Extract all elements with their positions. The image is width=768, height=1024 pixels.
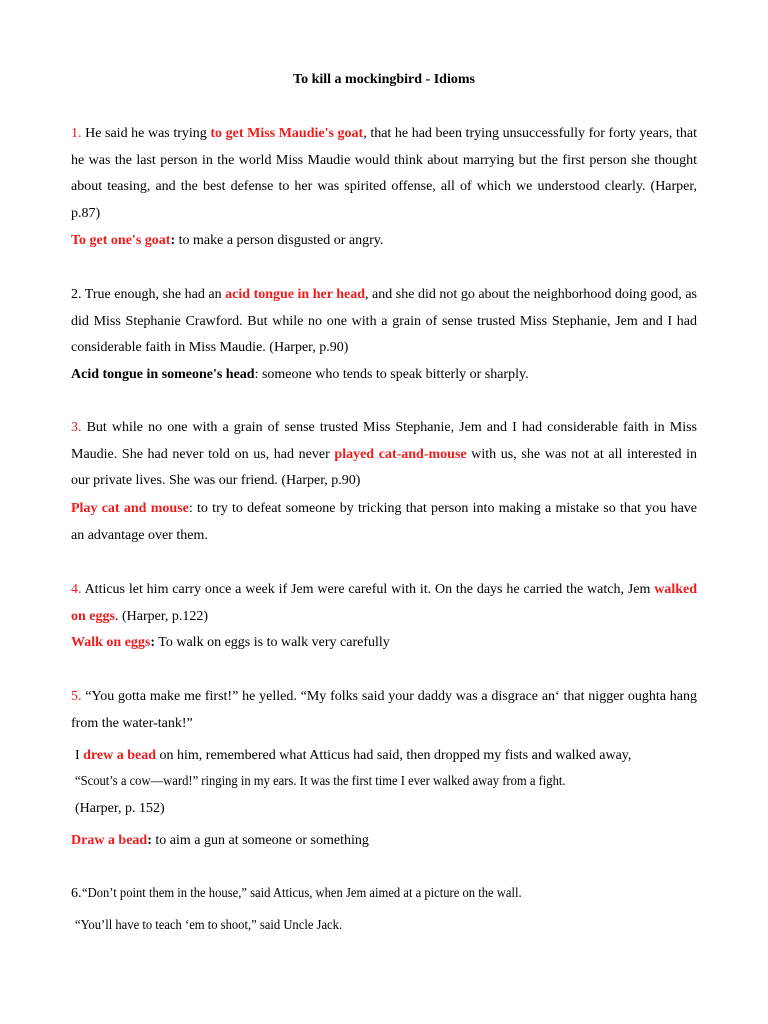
- idiom-1-text-pre: He said he was trying: [81, 126, 211, 141]
- idiom-5-quote: [71, 684, 697, 737]
- idiom-6-number: 6.: [71, 886, 82, 901]
- idiom-5-line-2: [75, 743, 701, 770]
- idiom-3-def: : to try to defeat someone by tricking that person into making a mistake so that you have an advantage over them.: [71, 501, 698, 543]
- idiom-5-definition: [71, 828, 697, 855]
- idiom-5-highlight: drew a bead: [83, 748, 157, 763]
- idiom-5-line-2-pre: I: [75, 748, 84, 763]
- idiom-5-line-2-post: on him, remembered what Atticus had said, then dropped my fists and walked away,: [156, 748, 632, 763]
- idiom-5-number: 5.: [71, 689, 82, 704]
- idiom-3-number: 3.: [71, 420, 82, 435]
- idiom-4-definition: [71, 630, 697, 657]
- idiom-2-number: 2.: [71, 287, 82, 302]
- idiom-4-number: 4.: [71, 582, 82, 597]
- idiom-3-text-post: with us, she was not at all interested in our private lives. She was our friend. (Harper, p.90): [71, 446, 697, 488]
- idiom-1-definition: [71, 228, 697, 255]
- idiom-4-def: To walk on eggs is to walk very carefully: [155, 635, 390, 650]
- idiom-5-colon: :: [147, 833, 152, 848]
- idiom-4-term: Walk on eggs: [71, 635, 151, 650]
- page-title: To kill a mockingbird - Idioms: [293, 72, 475, 87]
- idiom-6-line-1: [71, 881, 697, 908]
- idiom-2-text-pre: True enough, she had an: [81, 287, 226, 302]
- idiom-4-text-pre: Atticus let him carry once a week if Jem were careful with it. On the days he carried the watch, Jem: [81, 582, 655, 597]
- idiom-6-text-1: “Don’t point them in the house,” said Atticus, when Jem aimed at a picture on the wall.: [81, 886, 522, 901]
- idiom-6-line-2: [75, 913, 701, 940]
- idiom-3-term: Play cat and mouse: [71, 501, 189, 516]
- idiom-2-quote: [71, 282, 697, 362]
- idiom-1-text-post: , that he had been trying unsuccessfully for forty years, that he was the last person in the world Miss Maudie would think about marrying but the first person she thought about teasing, and the best defense to her was spirited offense, all of which we understood clearly. (Harper, p.87): [71, 126, 697, 221]
- idiom-4-text-post: . (Harper, p.122): [114, 608, 209, 624]
- idiom-2-def: : someone who tends to speak bitterly or sharply.: [254, 367, 529, 382]
- idiom-5-line-3-text: “Scout’s a cow—ward!” ringing in my ears. It was the first time I ever walked away from a fight.: [75, 774, 566, 789]
- idiom-5-citation: (Harper, p. 152): [75, 801, 165, 816]
- idiom-4-highlight: walked on eggs: [71, 582, 697, 624]
- idiom-5-text-pre: “You gotta make me first!” he yelled. “My folks said your daddy was a disgrace an‘ that nigger oughta hang from the water-tank!”: [71, 689, 697, 731]
- idiom-2-highlight: acid tongue in her head: [225, 287, 366, 302]
- idiom-5-line-4: [75, 796, 701, 823]
- idiom-1-highlight: to get Miss Maudie's goat: [210, 126, 364, 141]
- idiom-3-highlight: played cat-and-mouse: [334, 446, 467, 462]
- idiom-4-colon: :: [150, 635, 156, 650]
- idiom-5-def: to aim a gun at someone or something: [151, 833, 369, 848]
- idiom-3-quote: [71, 415, 697, 495]
- idiom-5-term: Draw a bead: [71, 833, 148, 848]
- idiom-1-colon: :: [170, 233, 176, 248]
- idiom-6-text-2: “You’ll have to teach ‘em to shoot,” said Uncle Jack.: [75, 918, 343, 933]
- idiom-1-term: To get one's goat: [71, 233, 171, 248]
- idiom-2-text-post: , and she did not go about the neighborhood doing good, as did Miss Stephanie Crawford. But while no one with a grain of sense trusted Miss Stephanie, Jem and I had considerable faith in Miss Maudie. (Harper, p.90): [71, 287, 697, 355]
- idiom-5-line-3: [75, 769, 701, 796]
- idiom-4-quote: [71, 577, 697, 630]
- idiom-2-term: Acid tongue in someone's head: [71, 367, 255, 382]
- idiom-1-quote: [71, 121, 697, 227]
- idiom-3-text-pre: But while no one with a grain of sense trusted Miss Stephanie, Jem and I had considerable faith in Miss Maudie. She had never told on us, had never: [71, 420, 697, 462]
- idiom-1-def: to make a person disgusted or angry.: [175, 233, 384, 248]
- idiom-1-number: 1.: [71, 126, 82, 141]
- idiom-3-definition: [71, 496, 697, 549]
- idiom-2-definition: [71, 362, 697, 389]
